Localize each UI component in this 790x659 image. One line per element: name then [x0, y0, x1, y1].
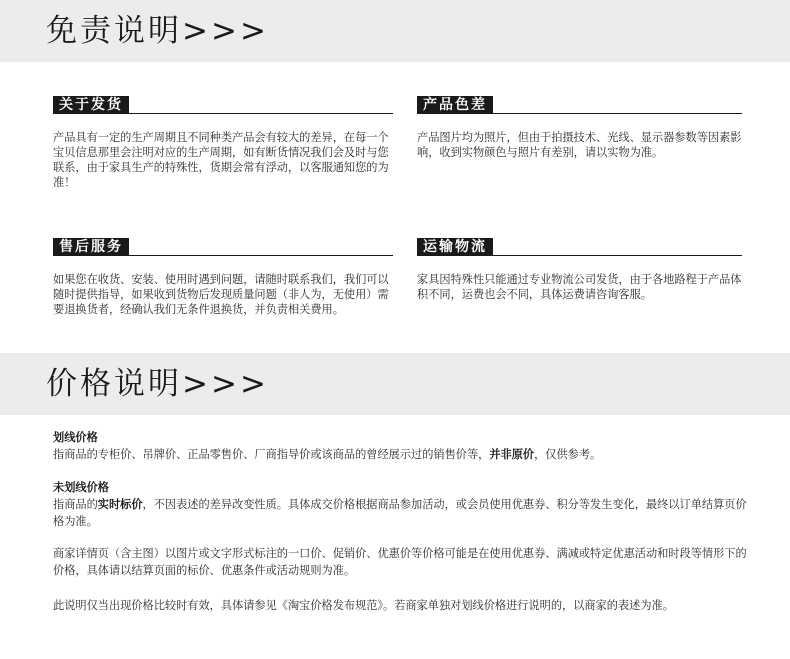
nostrike-price-block [53, 479, 753, 530]
color-tag: 产品色差 [417, 96, 493, 114]
price-note-text: 此说明仅当出现价格比较时有效，具体请参见《淘宝价格发布规范》。若商家单独对划线价格进行说明的，以商家的表述为准。 [53, 599, 674, 612]
price-note-block [53, 597, 753, 614]
shipping-section [53, 96, 393, 190]
strike-price-heading: 划线价格 [53, 431, 98, 444]
strike-price-text [53, 446, 753, 463]
shipping-section-header [53, 96, 393, 114]
strike-text-after: ，仅供参考。 [534, 448, 602, 461]
nostrike-text-before: 指商品的 [53, 498, 98, 511]
strike-text-bold: 并非原价 [489, 448, 535, 461]
shipping-text: 产品具有一定的生产周期且不同种类产品会有较大的差异，在每一个宝贝信息那里会注明对应的生产周期，如有断货情况我们会及时与您联系，由于家具生产的特殊性，货期会常有浮动，以客服通知您的为准！ [53, 131, 389, 189]
aftersale-tag: 售后服务 [53, 238, 129, 256]
logistics-tag: 运输物流 [417, 238, 493, 256]
nostrike-text-bold: 实时标价 [97, 498, 143, 511]
color-text: 产品图片均为照片，但由于拍摄技术、光线、显示器参数等因素影响，收到实物颜色与照片有差别，请以实物为准。 [417, 131, 742, 159]
disclaimer-title: 免责说明>>> [46, 13, 269, 49]
merchant-price-block [53, 545, 753, 579]
nostrike-price-heading: 未划线价格 [53, 481, 109, 494]
aftersale-text: 如果您在收货、安装、使用时遇到问题，请随时联系我们，我们可以随时提供指导，如果收到货物后发现质量问题（非人为，无使用）需要退换货者，经确认我们无条件退换货，并负责相关费用。 [53, 273, 389, 316]
nostrike-text-after: ，不因表述的差异改变性质。具体成交价格根据商品参加活动，或会员使用优惠券、积分等发生变化，最终以订单结算页价格为准。 [53, 498, 747, 528]
shipping-tag: 关于发货 [53, 96, 129, 114]
price-banner [0, 353, 790, 415]
disclaimer-banner [0, 0, 790, 62]
strike-price-block [53, 429, 753, 463]
aftersale-section-header [53, 238, 393, 256]
strike-text-before: 指商品的专柜价、吊牌价、正品零售价、厂商指导价或该商品的曾经展示过的销售价等， [53, 448, 490, 461]
color-section-header [417, 96, 742, 114]
price-title: 价格说明>>> [46, 366, 269, 402]
nostrike-price-text [53, 496, 753, 530]
logistics-text: 家具因特殊性只能通过专业物流公司发货，由于各地路程于产品体积不同，运费也会不同，具体运费请咨询客服。 [417, 273, 742, 301]
merchant-price-text: 商家详情页（含主图）以图片或文字形式标注的一口价、促销价、优惠价等价格可能是在使用优惠券、满减或特定优惠活动和时段等情形下的价格，具体请以结算页面的标价、优惠条件或活动规则为准。 [53, 547, 747, 577]
logistics-section [417, 238, 742, 302]
logistics-section-header [417, 238, 742, 256]
color-difference-section [417, 96, 742, 160]
aftersale-section [53, 238, 393, 317]
